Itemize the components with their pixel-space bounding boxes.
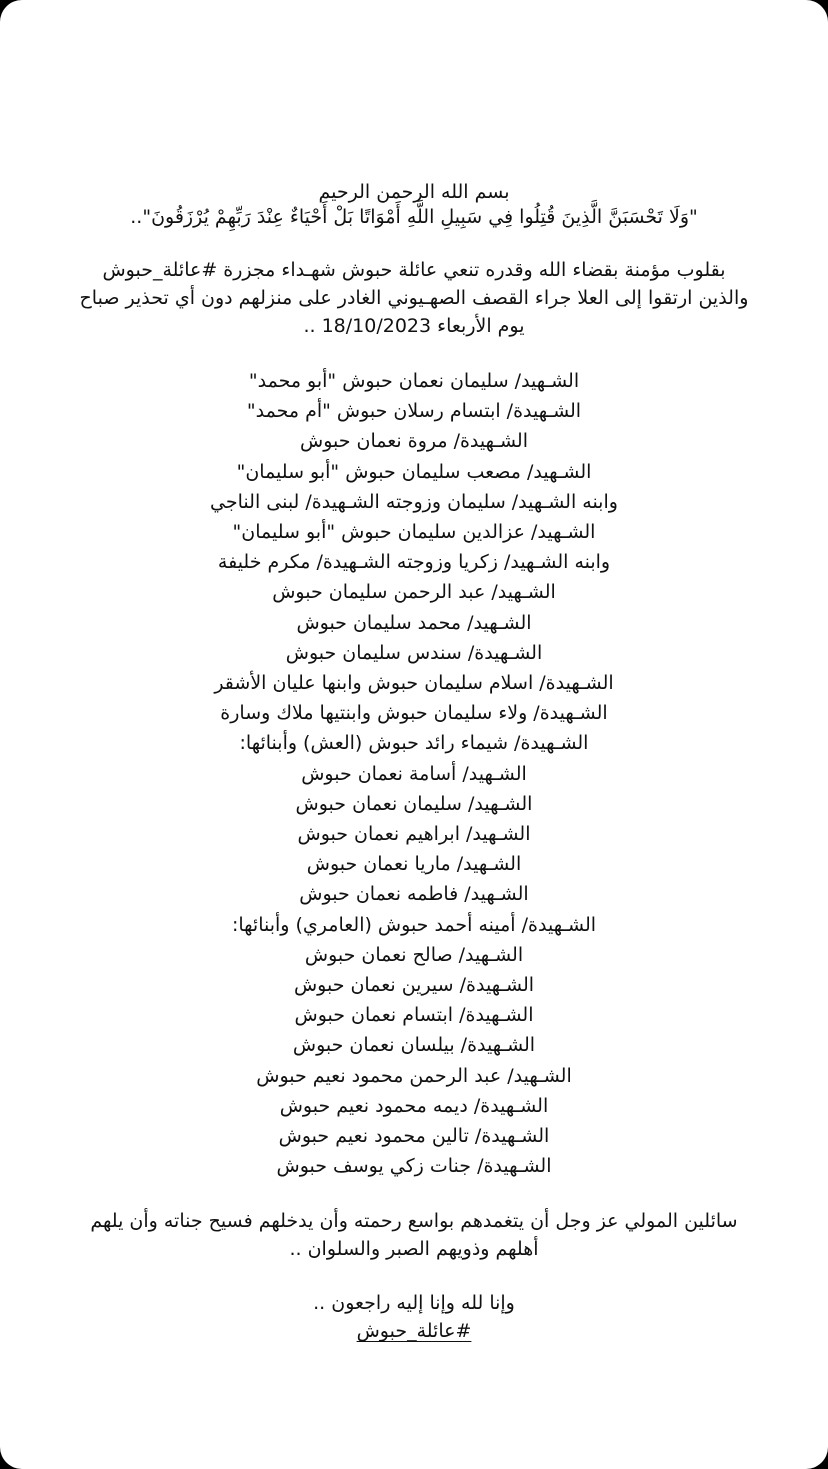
martyr-name: الشـهيد/ محمد سليمان حبوش bbox=[296, 611, 532, 634]
martyr-name: الشـهيدة/ ديمه محمود نعيم حبوش bbox=[279, 1094, 549, 1117]
closing-line: أهلهم وذويهم الصبر والسلوان .. bbox=[289, 1238, 539, 1261]
martyr-name: الشـهيدة/ تالين محمود نعيم حبوش bbox=[278, 1125, 550, 1148]
martyr-name: الشـهيد/ عبد الرحمن سليمان حبوش bbox=[272, 581, 556, 604]
martyr-name: الشـهيدة/ ابتسام رسلان حبوش "أم محمد" bbox=[246, 400, 582, 423]
martyr-name: الشـهيد/ ابراهيم نعمان حبوش bbox=[297, 823, 531, 846]
martyr-name: الشـهيدة/ أمينه أحمد حبوش (العامري) وأبنائها: bbox=[231, 913, 597, 936]
announcement-text bbox=[0, 180, 828, 1345]
spacer bbox=[0, 340, 828, 366]
basmala: بسم الله الرحمن الرحيم bbox=[318, 181, 510, 203]
martyr-name: الشـهيد/ مصعب سليمان حبوش "أبو سليمان" bbox=[236, 460, 592, 483]
martyr-name: الشـهيد/ عبد الرحمن محمود نعيم حبوش bbox=[256, 1064, 572, 1087]
martyrs-list bbox=[0, 366, 828, 1181]
martyr-name: وابنه الشـهيد/ سليمان وزوجته الشـهيدة/ لبنى الناجي bbox=[210, 490, 618, 513]
closing-prayer bbox=[0, 1207, 828, 1263]
footer bbox=[0, 1289, 828, 1345]
martyr-name: الشـهيد/ أسامة نعمان حبوش bbox=[301, 762, 527, 785]
martyr-name: وابنه الشـهيد/ زكريا وزوجته الشـهيدة/ مكرم خليفة bbox=[217, 551, 611, 574]
inna-lillah-line: وإنا لله وإنا إليه راجعون .. bbox=[313, 1292, 515, 1315]
intro-line: والذين ارتقوا إلى العلا جراء القصف الصهـيوني الغادر على منزلهم دون أي تحذير صباح bbox=[79, 287, 749, 309]
spacer bbox=[0, 230, 828, 256]
martyr-name: الشـهيدة/ جنات زكي يوسف حبوش bbox=[276, 1155, 552, 1178]
spacer bbox=[0, 1181, 828, 1207]
martyr-name: الشـهيدة/ ابتسام نعمان حبوش bbox=[294, 1004, 534, 1027]
martyr-name: الشـهيدة/ سندس سليمان حبوش bbox=[285, 641, 543, 664]
martyr-name: الشـهيد/ صالح نعمان حبوش bbox=[304, 943, 524, 966]
martyr-name: الشـهيد/ ماريا نعمان حبوش bbox=[306, 853, 522, 876]
martyr-name: الشـهيد/ عزالدين سليمان حبوش "أبو سليمان" bbox=[232, 521, 596, 544]
martyr-name: الشـهيد/ سليمان نعمان حبوش bbox=[295, 792, 533, 815]
martyr-name: الشـهيدة/ شيماء رائد حبوش (العش) وأبنائها: bbox=[239, 732, 589, 755]
family-hashtag[interactable]: #عائلة_حبوش bbox=[356, 1320, 472, 1343]
intro-line: بقلوب مؤمنة بقضاء الله وقدره تنعي عائلة حبوش شهـداء مجزرة #عائلة_حبوش bbox=[102, 259, 726, 281]
martyr-name: الشـهيدة/ بيلسان نعمان حبوش bbox=[292, 1034, 536, 1057]
intro-line: يوم الأربعاء 18/10/2023 .. bbox=[303, 315, 525, 337]
quran-verse: "وَلَا تَحْسَبَنَّ الَّذِينَ قُتِلُوا فِي سَبِيلِ اللَّهِ أَمْوَاتًا بَلْ أَحْيَاءٌ عِنْدَ رَبِّهِمْ يُرْزَقُونَ".. bbox=[130, 206, 698, 228]
intro-paragraph bbox=[0, 256, 828, 340]
martyr-name: الشـهيدة/ سيرين نعمان حبوش bbox=[293, 974, 535, 997]
martyr-name: الشـهيدة/ اسلام سليمان حبوش وابنها عليان الأشقر bbox=[214, 672, 614, 695]
closing-line: سائلين المولي عز وجل أن يتغمدهم بواسع رحمته وأن يدخلهم فسيح جناته وأن يلهم bbox=[90, 1210, 738, 1233]
martyr-name: الشـهيد/ فاطمه نعمان حبوش bbox=[299, 883, 529, 906]
martyr-name: الشـهيدة/ ولاء سليمان حبوش وابنتيها ملاك وسارة bbox=[220, 702, 608, 725]
spacer bbox=[0, 1263, 828, 1289]
martyr-name: الشـهيد/ سليمان نعمان حبوش "أبو محمد" bbox=[248, 370, 580, 392]
martyr-name: الشـهيدة/ مروة نعمان حبوش bbox=[300, 430, 528, 453]
